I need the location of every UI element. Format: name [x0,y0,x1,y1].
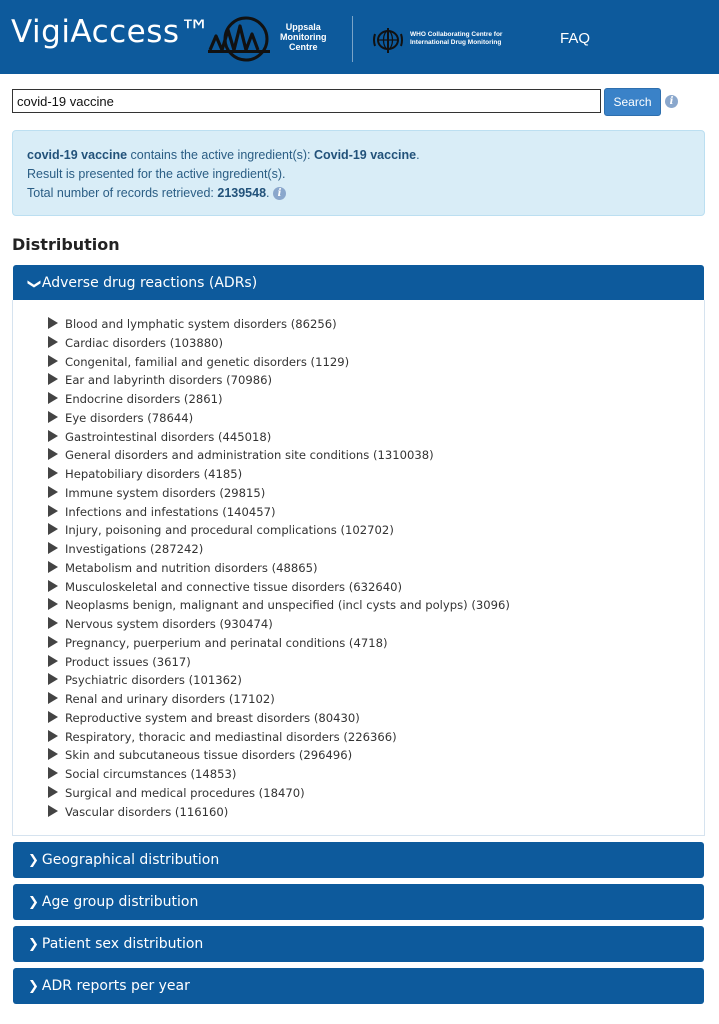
umc-logo-text: Uppsala Monitoring Centre [280,22,327,52]
geographical-distribution-panel[interactable] [13,842,704,878]
adr-reports-per-year-panel[interactable] [13,968,704,1004]
expand-triangle-icon[interactable] [48,805,58,817]
vigiaccess-logo[interactable]: VigiAccess™ [11,14,212,50]
adr-list-item[interactable] [48,428,510,447]
chevron-right-icon: ❯ [28,937,39,952]
adr-item-label: Metabolism and nutrition disorders (48865) [65,560,318,575]
adr-item-label: Reproductive system and breast disorders (80430) [65,710,360,725]
expand-triangle-icon[interactable] [48,655,58,667]
adr-item-label: Pregnancy, puerperium and perinatal conditions (4718) [65,635,388,650]
adr-list-item[interactable] [48,503,510,522]
adr-panel-header[interactable] [13,265,704,301]
result-line-ingredient: covid-19 vaccine contains the active ingredient(s): Covid-19 vaccine. [27,148,420,162]
adr-list [48,315,510,821]
expand-triangle-icon[interactable] [48,336,58,348]
adr-list-item[interactable] [48,484,510,503]
adr-item-label: Immune system disorders (29815) [65,485,266,500]
panel-label: Age group distribution [41,894,199,910]
adr-list-item[interactable] [48,784,510,803]
result-line-total: Total number of records retrieved: 2139548. i [27,184,690,203]
expand-triangle-icon[interactable] [48,411,58,423]
adr-item-label: Musculoskeletal and connective tissue disorders (632640) [65,579,403,594]
panel-label: Geographical distribution [41,852,220,868]
patient-sex-distribution-panel[interactable] [13,926,704,962]
expand-triangle-icon[interactable] [48,617,58,629]
adr-item-label: Endocrine disorders (2861) [65,392,223,406]
expand-triangle-icon[interactable] [48,523,58,535]
adr-list-item[interactable] [48,690,510,709]
result-line-presented: Result is presented for the active ingredient(s). [27,167,286,181]
who-emblem-icon[interactable] [372,26,404,54]
search-input[interactable] [12,89,601,113]
adr-list-item[interactable] [48,409,510,428]
expand-triangle-icon[interactable] [48,636,58,648]
adr-list-item[interactable] [48,390,510,409]
adr-list-item[interactable] [48,353,510,372]
expand-triangle-icon[interactable] [48,767,58,779]
expand-triangle-icon[interactable] [48,430,58,442]
adr-item-label: Congenital, familial and genetic disorders (1129) [65,354,350,369]
adr-item-label: Respiratory, thoracic and mediastinal disorders (226366) [65,729,397,744]
umc-logo-icon[interactable] [206,16,276,62]
adr-item-label: Surgical and medical procedures (18470) [65,785,305,800]
panel-label: ADR reports per year [41,978,190,994]
adr-item-label: Social circumstances (14853) [65,767,237,781]
expand-triangle-icon[interactable] [48,392,58,404]
chevron-down-icon: ❯ [26,278,42,290]
adr-list-item[interactable] [48,334,510,353]
site-header [0,0,719,74]
adr-item-label: Neoplasms benign, malignant and unspecified (incl cysts and polyps) (3096) [65,598,510,613]
chevron-right-icon: ❯ [28,979,39,994]
adr-item-label: Vascular disorders (116160) [65,804,229,819]
adr-item-label: General disorders and administration site conditions (1310038) [65,448,434,463]
expand-triangle-icon[interactable] [48,373,58,385]
expand-triangle-icon[interactable] [48,711,58,723]
adr-item-label: Ear and labyrinth disorders (70986) [65,373,273,388]
search-button[interactable]: Search [604,88,661,116]
adr-list-item[interactable] [48,671,510,690]
adr-item-label: Blood and lymphatic system disorders (86256) [65,317,337,331]
expand-triangle-icon[interactable] [48,467,58,479]
age-group-distribution-panel[interactable] [13,884,704,920]
expand-triangle-icon[interactable] [48,786,58,798]
adr-item-label: Psychiatric disorders (101362) [65,673,242,688]
adr-list-item[interactable] [48,446,510,465]
adr-list-item[interactable] [48,803,510,822]
adr-list-item[interactable] [48,521,510,540]
total-records: 2139548 [217,186,267,200]
adr-item-label: Gastrointestinal disorders (445018) [65,429,272,444]
panel-label: Patient sex distribution [41,936,204,952]
expand-triangle-icon[interactable] [48,448,58,460]
expand-triangle-icon[interactable] [48,561,58,573]
expand-triangle-icon[interactable] [48,542,58,554]
adr-panel-body [12,300,705,836]
adr-list-item[interactable] [48,728,510,747]
expand-triangle-icon[interactable] [48,505,58,517]
distribution-title: Distribution [12,235,120,254]
total-info-icon[interactable]: i [273,187,286,200]
adr-item-label: Nervous system disorders (930474) [65,617,273,631]
adr-list-item[interactable] [48,465,510,484]
adr-item-label: Injury, poisoning and procedural complications (102702) [65,523,394,538]
search-info-icon[interactable]: i [665,95,678,108]
expand-triangle-icon[interactable] [48,355,58,367]
chevron-right-icon: ❯ [28,895,39,910]
adr-item-label: Skin and subcutaneous tissue disorders (296496) [65,748,353,763]
expand-triangle-icon[interactable] [48,580,58,592]
expand-triangle-icon[interactable] [48,692,58,704]
adr-panel-label: Adverse drug reactions (ADRs) [41,275,258,291]
adr-item-label: Eye disorders (78644) [65,410,194,425]
adr-item-label: Infections and infestations (140457) [65,504,276,519]
adr-list-item[interactable] [48,540,510,559]
faq-link[interactable]: FAQ [560,30,591,47]
adr-list-item[interactable] [48,709,510,728]
adr-list-item[interactable] [48,315,510,334]
result-summary [12,130,705,216]
adr-list-item[interactable] [48,596,510,615]
expand-triangle-icon[interactable] [48,673,58,685]
expand-triangle-icon[interactable] [48,748,58,760]
adr-item-label: Product issues (3617) [65,654,191,669]
adr-list-item[interactable] [48,559,510,578]
adr-item-label: Renal and urinary disorders (17102) [65,692,275,706]
expand-triangle-icon[interactable] [48,730,58,742]
expand-triangle-icon[interactable] [48,598,58,610]
expand-triangle-icon[interactable] [48,317,58,329]
expand-triangle-icon[interactable] [48,486,58,498]
who-centre-text: WHO Collaborating Centre for International Drug Monitoring [410,31,503,46]
result-query: covid-19 vaccine [27,148,128,162]
adr-item-label: Cardiac disorders (103880) [65,335,224,350]
adr-list-item[interactable] [48,765,510,784]
adr-list-item[interactable] [48,634,510,653]
adr-list-item[interactable] [48,371,510,390]
adr-list-item[interactable] [48,746,510,765]
adr-item-label: Hepatobiliary disorders (4185) [65,467,243,481]
adr-list-item[interactable] [48,615,510,634]
chevron-right-icon: ❯ [28,853,39,868]
adr-list-item[interactable] [48,578,510,597]
adr-item-label: Investigations (287242) [65,542,204,556]
result-ingredient: Covid-19 vaccine [313,148,417,162]
header-divider [352,16,353,62]
adr-list-item[interactable] [48,653,510,672]
